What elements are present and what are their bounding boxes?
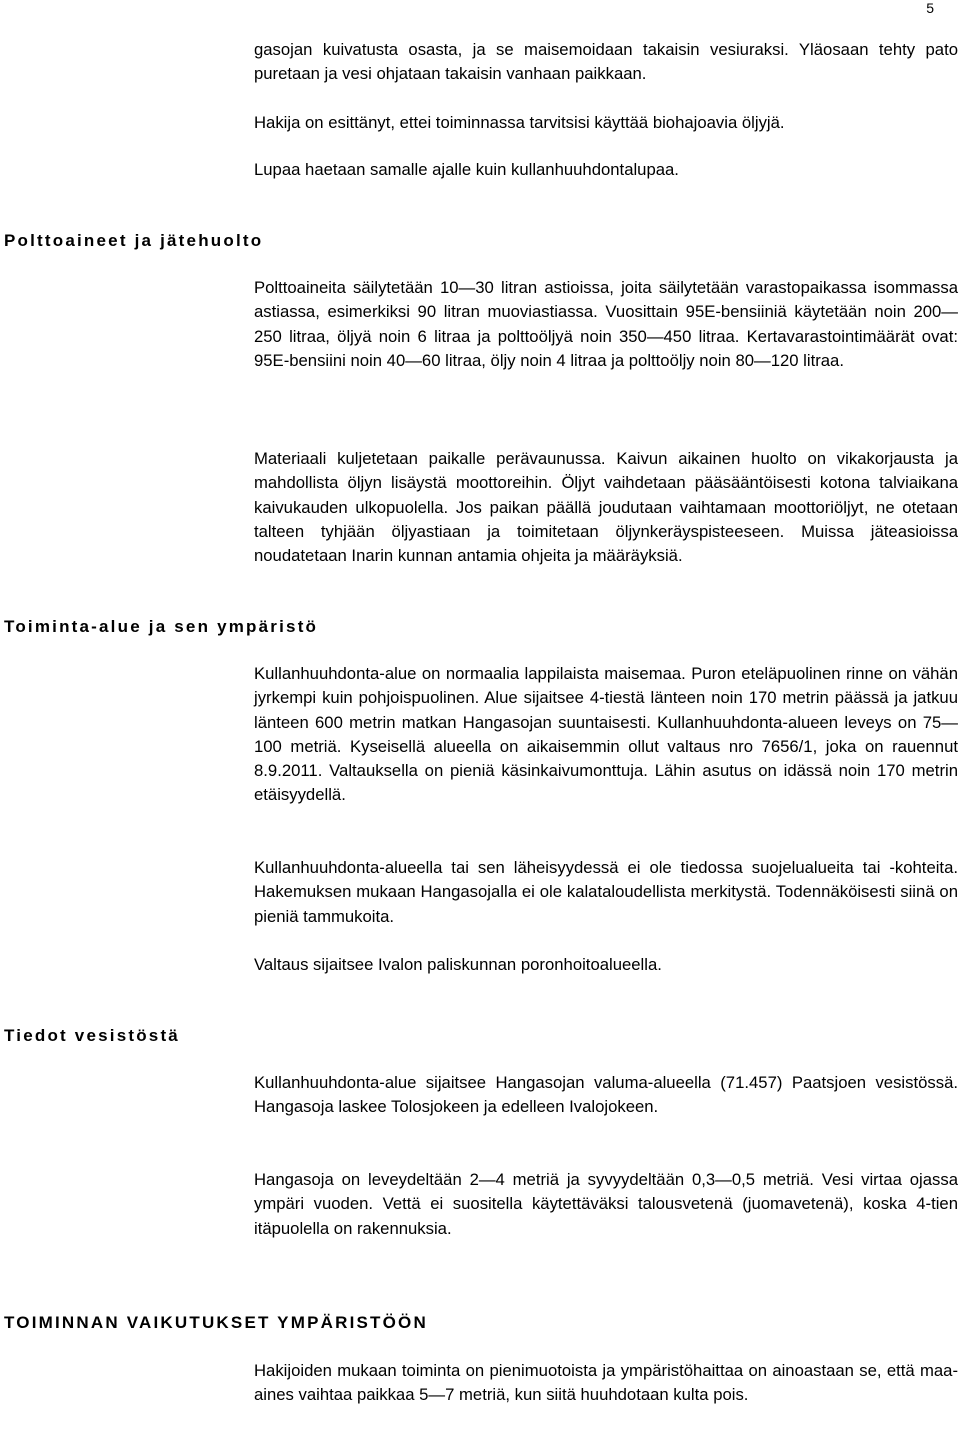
water-paragraph-2: Hangasoja on leveydeltään 2—4 metriä ja syvyydeltään 0,3—0,5 metriä. Vesi virtaa ojassa ympäri vuoden. Vettä ei suositella käytettäväksi talousvetenä (juomavetenä), koska 4-tien itäpuolella on rakennuksia. — [254, 1170, 958, 1238]
section-heading-fuels: Polttoaineet ja jätehuolto — [4, 231, 264, 250]
intro-paragraph-2: Hakija on esittänyt, ettei toiminnassa tarvitsisi käyttää biohajoavia öljyjä. — [254, 113, 785, 132]
impacts-block-1 — [254, 1359, 958, 1408]
section-heading-impacts: TOIMINNAN VAIKUTUKSET YMPÄRISTÖÖN — [4, 1313, 428, 1332]
section-heading-water: Tiedot vesistöstä — [4, 1026, 180, 1045]
area-block-1 — [254, 662, 958, 808]
fuels-paragraph-1: Polttoaineita säilytetään 10—30 litran astioissa, joita säilytetään varastopaikassa isommassa astiassa, esimerkiksi 90 litran muoviastiassa. Vuosittain 95E-bensiiniä käytetään noin 200—250 litraa, öljyä noin 6 litraa ja polttoöljyä noin 350—450 litraa. Kertavarastointimäärät ovat: 95E-bensiini noin 40—60 litraa, öljy noin 4 litraa ja polttoöljy noin 80—120 litraa. — [254, 278, 958, 370]
fuels-block-1 — [254, 276, 958, 373]
intro-block — [254, 38, 958, 87]
area-block-3 — [254, 953, 958, 977]
water-block-1 — [254, 1071, 958, 1120]
section-heading-area: Toiminta-alue ja sen ympäristö — [4, 617, 319, 636]
area-block-2 — [254, 856, 958, 929]
fuels-block-2 — [254, 447, 958, 568]
intro-block-2 — [254, 111, 958, 135]
intro-block-3 — [254, 158, 958, 182]
intro-paragraph-3: Lupaa haetaan samalle ajalle kuin kullanhuuhdontalupaa. — [254, 160, 679, 179]
intro-paragraph-1: gasojan kuivatusta osasta, ja se maisemoidaan takaisin vesiuraksi. Yläosaan tehty pato puretaan ja vesi ohjataan takaisin vanhaan paikkaan. — [254, 40, 958, 84]
area-paragraph-3: Valtaus sijaitsee Ivalon paliskunnan poronhoitoalueella. — [254, 955, 662, 974]
impacts-paragraph-1: Hakijoiden mukaan toiminta on pienimuotoista ja ympäristöhaittaa on ainoastaan se, että maa-aines vaihtaa paikkaa 5—7 metriä, kun siitä huuhdotaan kulta pois. — [254, 1361, 958, 1405]
water-block-2 — [254, 1168, 958, 1241]
area-paragraph-1: Kullanhuuhdonta-alue on normaalia lappilaista maisemaa. Puron eteläpuolinen rinne on vähän jyrkempi kuin pohjoispuolinen. Alue sijaitsee 4-tiestä länteen noin 170 metrin päässä ja jatkuu länteen 600 metrin matkan Hangasojan suuntaisesti. Kullanhuuhdonta-alueen leveys on 75—100 metriä. Kyseisellä alueella on aikaisemmin ollut valtaus nro 7656/1, joka on rauennut 8.9.2011. Valtauksella on pieniä käsinkaivumonttuja. Lähin asutus on idässä noin 170 metrin etäisyydellä. — [254, 664, 958, 805]
water-paragraph-1: Kullanhuuhdonta-alue sijaitsee Hangasojan valuma-alueella (71.457) Paatsjoen vesistössä. Hangasoja laskee Tolosjokeen ja edelleen Ivalojokeen. — [254, 1073, 958, 1117]
page-number: 5 — [926, 0, 934, 16]
area-paragraph-2: Kullanhuuhdonta-alueella tai sen läheisyydessä ei ole tiedossa suojelualueita tai -kohteita. Hakemuksen mukaan Hangasojalla ei ole kalataloudellista merkitystä. Todennäköisesti siinä on pieniä tammukoita. — [254, 858, 958, 926]
fuels-paragraph-2: Materiaali kuljetetaan paikalle perävaunussa. Kaivun aikainen huolto on vikakorjausta ja mahdollista öljyn lisäystä moottoreihin. Öljyt vaihdetaan pääsääntöisesti kotona talviaikana kaivukauden ulkopuolella. Jos paikan päällä joudutaan vaihtamaan moottoriöljyt, ne otetaan talteen tyhjään öljyastiaan ja toimitetaan öljynkeräyspisteeseen. Muissa jäteasioissa noudatetaan Inarin kunnan antamia ohjeita ja määräyksiä. — [254, 449, 958, 566]
